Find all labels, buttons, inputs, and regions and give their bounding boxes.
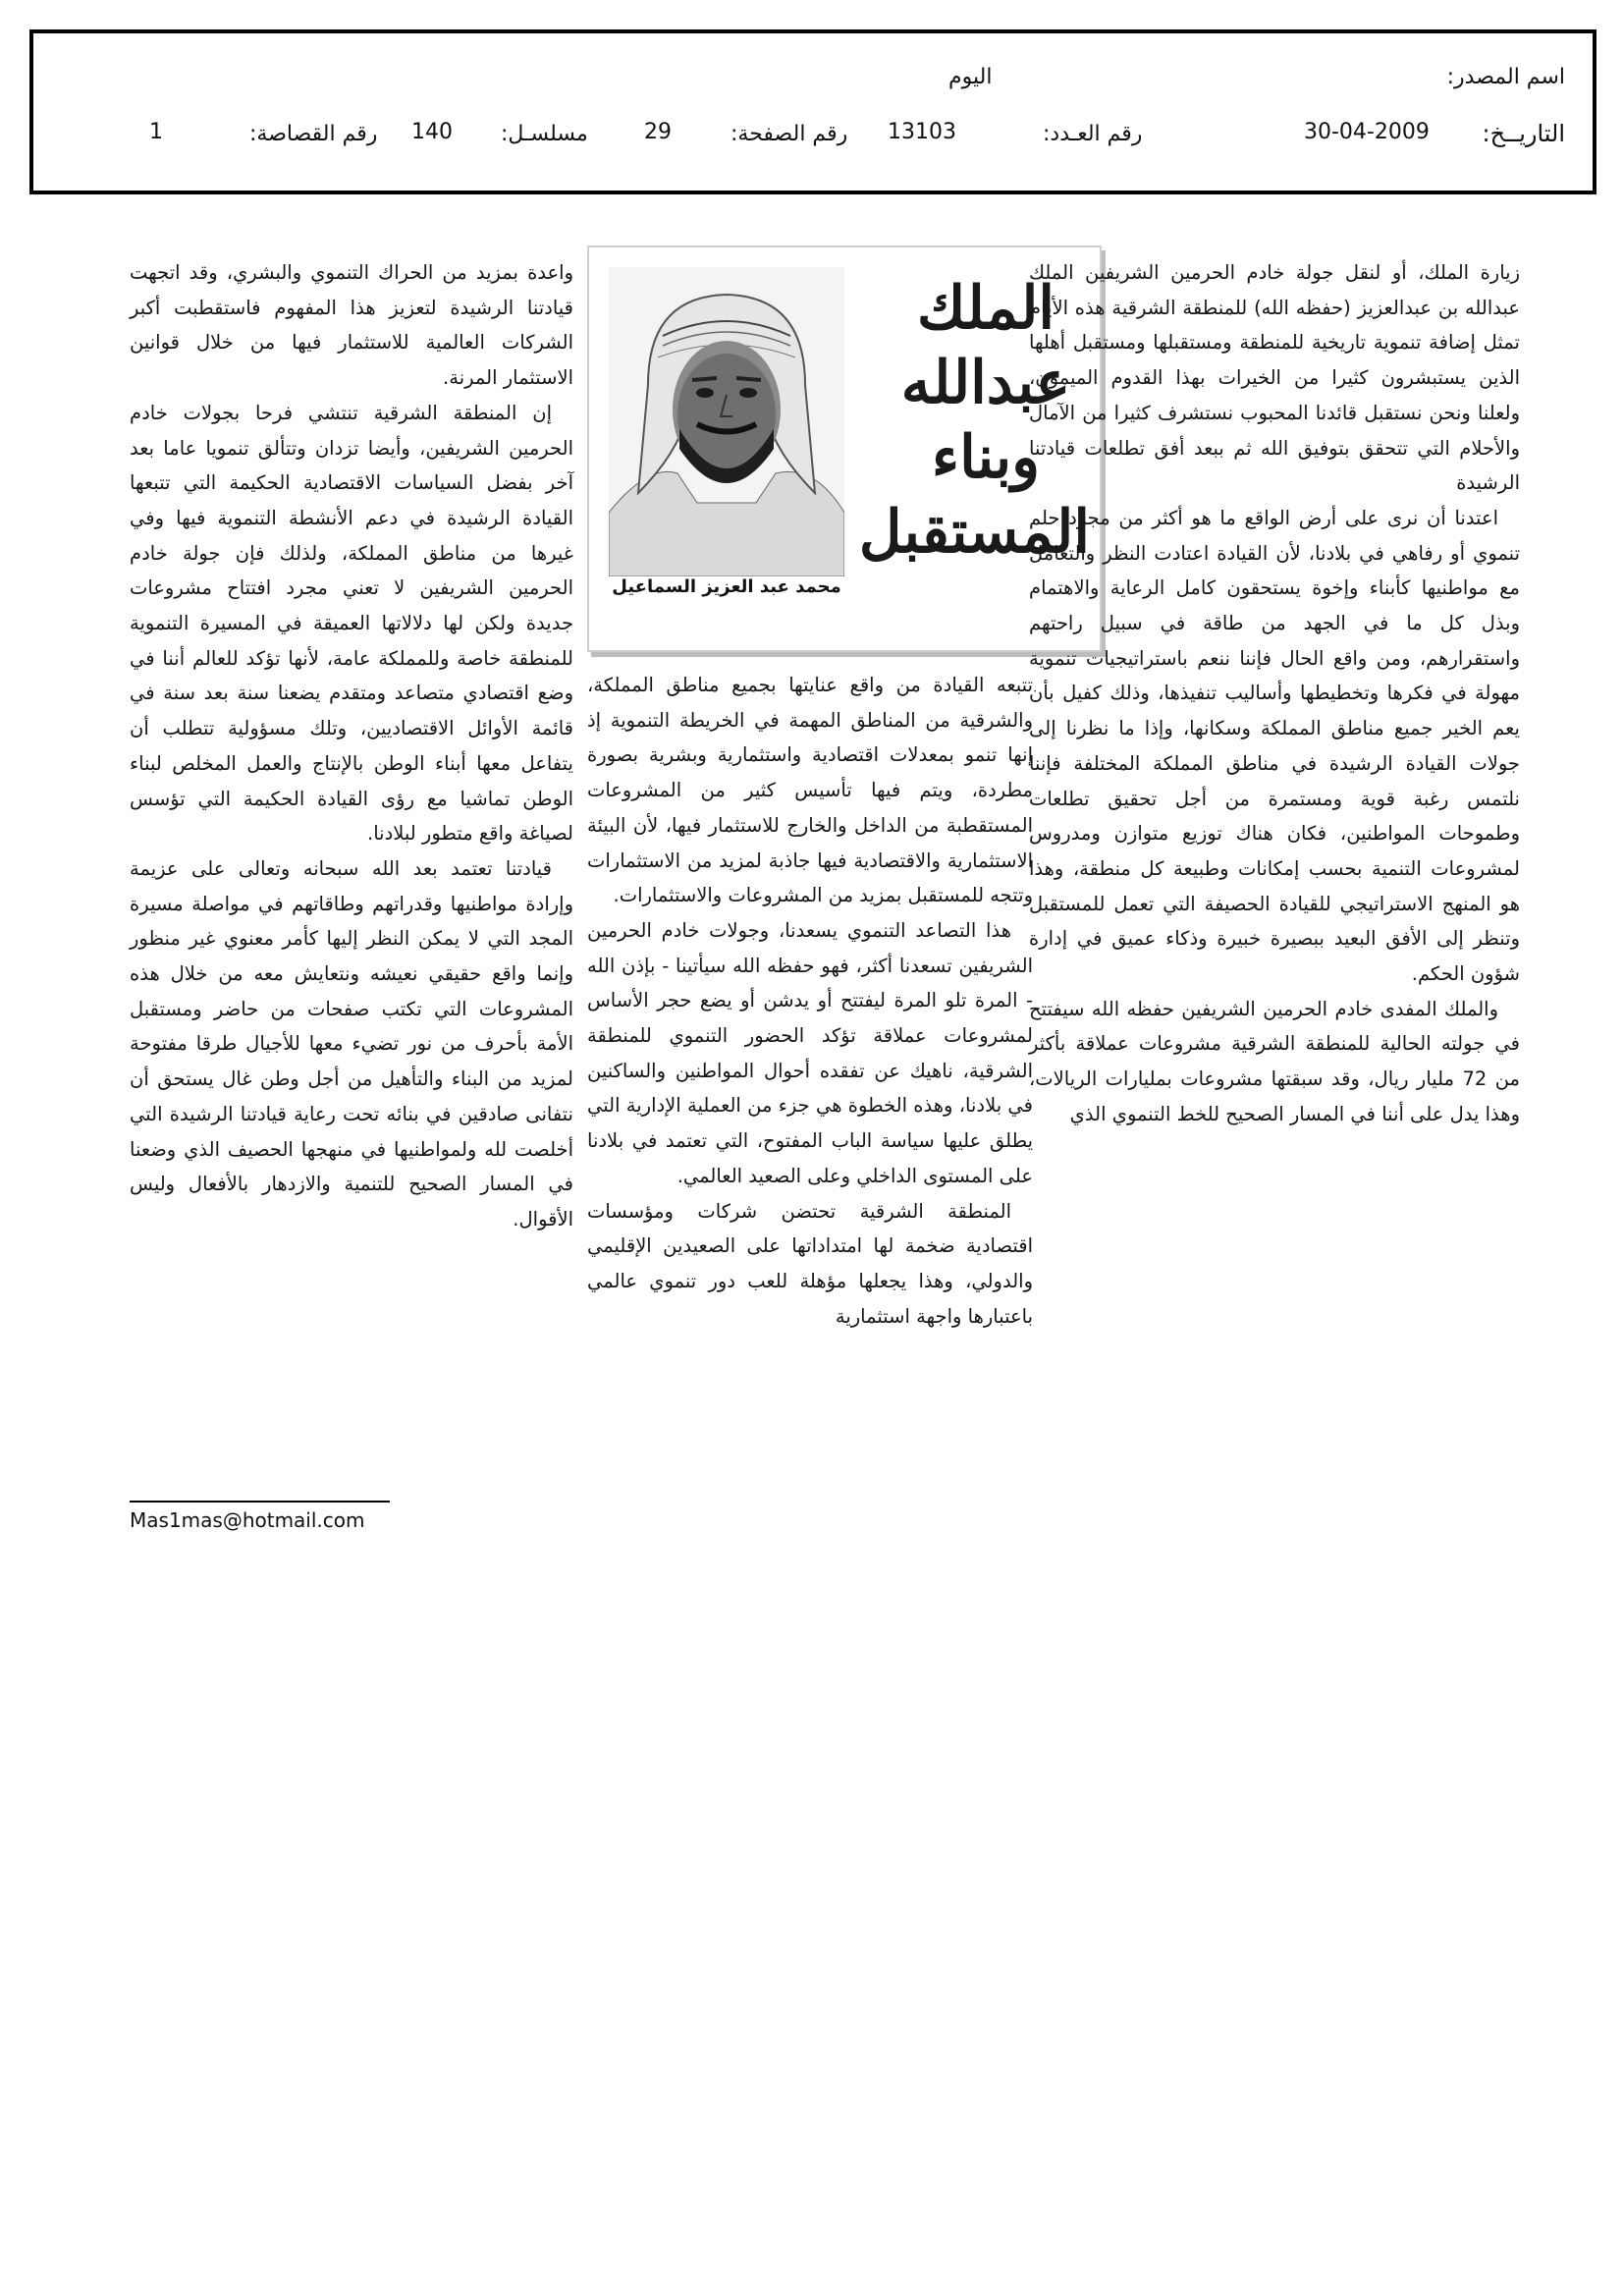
title-line-4: المستقبل: [858, 498, 1090, 567]
paragraph: زيارة الملك، أو لنقل جولة خادم الحرمين الشريفين الملك عبدالله بن عبدالعزيز (حفظه الله) للمنطقة الشرقية هذه الأيام تمثل إضافة تنموية تاريخية للمنطقة ومستقبلها ومستقبل أهلها الذين يستبشرون كثيرا من الخيرات بهذا القدوم الميمون، ولعلنا ونحن نستقبل قائدنا المحبوب نستشرف كثيرا من الآمال والأحلام التي تتحقق بتوفيق الله ثم ببعد أفق تطلعات قيادتنا الرشيدة: [1029, 261, 1520, 495]
author-name: محمد عبد العزيز السماعيل: [612, 576, 841, 597]
paragraph: والملك المفدى خادم الحرمين الشريفين حفظه الله سيفتتح في جولته الحالية للمنطقة الشرقية مشروعات عملاقة بأكثر من 72 مليار ريال، وقد سبقتها مشروعات بمليارات الريالات، وهذا يدل على أننا في المسار الصحيح للخط التنموي الذي: [1029, 997, 1520, 1125]
author-portrait: [609, 267, 844, 576]
clipping-header: [29, 29, 1596, 194]
page-value: 29: [644, 120, 672, 144]
paragraph: المنطقة الشرقية تحتضن شركات ومؤسسات اقتصادية ضخمة لها امتداداتها على الصعيدين الإقليمي والدولي، وهذا يجعلها مؤهلة للعب دور تنموي عالمي باعتبارها واجهة استثمارية: [587, 1199, 1033, 1328]
paragraph: اعتدنا أن نرى على أرض الواقع ما هو أكثر من مجرد حلم تنموي أو رفاهي في بلادنا، لأن القيادة اعتادت النظر والتعامل مع مواطنيها كأبناء وإخوة يستحقون كامل الرعاية والاهتمام وبذل كل ما في الجهد من طاقة في سبيل راحتهم واستقرارهم، ومن واقع الحال فإننا ننعم باستراتيجيات تنموية مهولة في فكرها وتخطيطها وأساليب تنفيذها، وذلك كفيل بأن يعم الخير جميع مناطق المملكة وسكانها، وإذا ما نظرنا إلى جولات القيادة الرشيدة في مناطق المملكة المختلفة فإننا نلتمس رغبة قوية ومستمرة من أجل تحقيق تطلعات وطموحات المواطنين، فكان هناك توزيع متوازن ومدروس لمشروعات التنمية بحسب إمكانات وطبيعة كل منطقة، وهذا هو المنهج الاستراتيجي للقيادة الحصيفة التي تعمل للمستقبل وتنظر إلى الأفق البعيد ببصيرة خبيرة وذكاء عميق في إدارة شؤون الحكم.: [1029, 506, 1520, 986]
article-column-3: [130, 255, 573, 1237]
paragraph: إن المنطقة الشرقية تنتشي فرحا بجولات خادم الحرمين الشريفين، وأيضا تزدان وتتألق تنمويا عاما بعد آخر بفضل السياسات الاقتصادية الحكيمة التي تتبعها القيادة الرشيدة في دعم الأنشطة التنموية فيها وفي غيرها من مناطق المملكة، ولذلك فإن جولة خادم الحرمين الشريفين لا تعني مجرد افتتاح مشروعات جديدة ولكن لها دلالاتها العميقة في المسيرة التنموية للمنطقة خاصة وللمملكة عامة، لأنها تؤكد للعالم أننا في وضع اقتصادي متصاعد ومتقدم يضعنا سنة بعد سنة في قائمة الأوائل الاقتصاديين، وتلك مسؤولية تتطلب أن يتفاعل معها أبناء الوطن بالإنتاج والعمل المخلص لبناء الوطن تماشيا مع رؤى القيادة الحكيمة التي تؤسس لصياغة واقع متطور لبلادنا.: [130, 401, 573, 846]
paragraph: تتبعه القيادة من واقع عنايتها بجميع مناطق المملكة، والشرقية من المناطق المهمة في الخريطة التنموية إذ إنها تنمو بمعدلات اقتصادية واستثمارية وبشرية بصورة مطردة، ويتم فيها تأسيس كثير من المشروعات المستقطبة من الداخل والخارج للاستثمار فيها، لأن البيئة الاستثمارية والاقتصادية فيها جاذبة لمزيد من الاستثمارات وتتجه للمستقبل بمزيد من المشروعات والاستثمارات.: [587, 674, 1033, 907]
article-column-2: [587, 668, 1033, 1334]
serial-value: 140: [411, 120, 453, 144]
paragraph: هذا التصاعد التنموي يسعدنا، وجولات خادم الحرمين الشريفين تسعدنا أكثر، فهو حفظه الله سيأتينا - بإذن الله - المرة تلو المرة ليفتتح أو يدشن أو يضع حجر الأساس لمشروعات عملاقة تؤكد الحضور التنموي للمنطقة الشرقية، ناهيك عن تفقده أحوال المواطنين والساكنين في بلادنا، وهذه الخطوة هي جزء من العملية الإدارية التي يطلق عليها سياسة الباب المفتوح، التي تعتمد في بلادنا على المستوى الداخلي وعلى الصعيد العالمي.: [587, 918, 1033, 1187]
article-column-1: [1029, 255, 1520, 1132]
title-line-3: وبناء: [931, 423, 1041, 492]
article-title-box: [587, 246, 1102, 652]
source-value: اليوم: [948, 65, 993, 89]
author-email: Mas1mas@hotmail.com: [130, 1508, 365, 1532]
page-label: رقم الصفحة:: [730, 122, 848, 146]
signature-divider: [130, 1501, 390, 1503]
source-label: اسم المصدر:: [1446, 65, 1565, 89]
date-value: 30-04-2009: [1304, 120, 1430, 144]
title-line-2: عبدالله: [900, 349, 1071, 417]
issue-label: رقم العـدد:: [1043, 122, 1143, 146]
clip-label: رقم القصاصة:: [249, 122, 378, 146]
title-line-1: الملك: [916, 274, 1055, 343]
issue-value: 13103: [888, 120, 956, 144]
paragraph: واعدة بمزيد من الحراك التنموي والبشري، وقد اتجهت قيادتنا الرشيدة لتعزيز هذا المفهوم فاستقطبت أكبر الشركات العالمية للاستثمار فيها من خلال قوانين الاستثمار المرنة.: [130, 261, 573, 390]
serial-label: مسلسـل:: [501, 122, 588, 146]
clip-value: 1: [149, 120, 163, 144]
paragraph: قيادتنا تعتمد بعد الله سبحانه وتعالى على عزيمة وإرادة مواطنيها وقدراتهم وطاقاتهم في مواصلة مسيرة المجد التي لا يمكن النظر إليها كأمر معنوي غير منظور وإنما واقع حقيقي نعيشه ونتعايش معه من خلال هذه المشروعات التي تكتب صفحات من حاضر ومستقبل الأمة بأحرف من نور تضيء معها للأجيال طرقا مفتوحة لمزيد من البناء والتأهيل من أجل وطن غال يستحق أن نتفانى صادقين في بنائه تحت رعاية قيادتنا الرشيدة التي أخلصت لله ولمواطنيها في منهجها الحصيف الذي وضعنا في المسار الصحيح للتنمية والازدهار بالأفعال وليس الأقوال.: [130, 856, 573, 1230]
date-label: التاريــخ:: [1482, 120, 1565, 147]
